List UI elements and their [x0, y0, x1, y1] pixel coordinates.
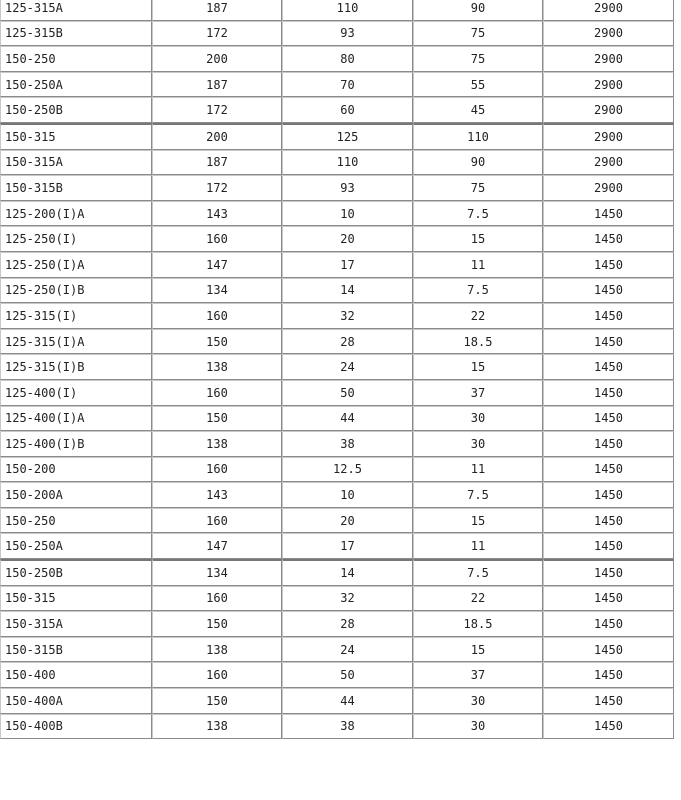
head-cell: 10	[282, 201, 413, 227]
power-cell: 15	[413, 508, 543, 534]
head-cell: 44	[282, 688, 413, 714]
head-cell: 14	[282, 278, 413, 304]
table-row	[0, 201, 674, 227]
flow-cell: 187	[152, 0, 282, 21]
model-cell: 150-400	[0, 662, 152, 688]
head-cell: 110	[282, 0, 413, 21]
speed-cell: 2900	[543, 0, 674, 21]
head-cell: 17	[282, 252, 413, 278]
head-cell: 38	[282, 431, 413, 457]
power-cell: 7.5	[413, 482, 543, 508]
head-cell: 32	[282, 586, 413, 612]
model-cell: 125-315(I)B	[0, 354, 152, 380]
flow-cell: 150	[152, 329, 282, 355]
table-row	[0, 586, 674, 612]
head-cell: 24	[282, 637, 413, 663]
table-row	[0, 508, 674, 534]
speed-cell: 1450	[543, 354, 674, 380]
flow-cell: 160	[152, 586, 282, 612]
speed-cell: 2900	[543, 72, 674, 98]
power-cell: 45	[413, 97, 543, 123]
flow-cell: 172	[152, 21, 282, 47]
head-cell: 50	[282, 380, 413, 406]
model-cell: 150-250B	[0, 97, 152, 123]
head-cell: 125	[282, 123, 413, 150]
power-cell: 30	[413, 714, 543, 740]
speed-cell: 2900	[543, 175, 674, 201]
power-cell: 11	[413, 252, 543, 278]
table-row	[0, 688, 674, 714]
model-cell: 150-315A	[0, 611, 152, 637]
flow-cell: 147	[152, 533, 282, 559]
model-cell: 150-250A	[0, 72, 152, 98]
speed-cell: 2900	[543, 97, 674, 123]
flow-cell: 143	[152, 482, 282, 508]
model-cell: 150-250B	[0, 559, 152, 586]
speed-cell: 1450	[543, 714, 674, 740]
flow-cell: 150	[152, 688, 282, 714]
flow-cell: 200	[152, 46, 282, 72]
model-cell: 125-315(I)A	[0, 329, 152, 355]
table-row	[0, 72, 674, 98]
flow-cell: 134	[152, 278, 282, 304]
flow-cell: 187	[152, 150, 282, 176]
flow-cell: 138	[152, 714, 282, 740]
power-cell: 15	[413, 637, 543, 663]
flow-cell: 200	[152, 123, 282, 150]
speed-cell: 1450	[543, 406, 674, 432]
model-cell: 150-250	[0, 508, 152, 534]
table-row	[0, 611, 674, 637]
flow-cell: 187	[152, 72, 282, 98]
model-cell: 125-250(I)B	[0, 278, 152, 304]
table-row	[0, 533, 674, 559]
power-cell: 55	[413, 72, 543, 98]
head-cell: 14	[282, 559, 413, 586]
head-cell: 12.5	[282, 457, 413, 483]
table-row	[0, 46, 674, 72]
model-cell: 125-315(I)	[0, 303, 152, 329]
flow-cell: 160	[152, 662, 282, 688]
power-cell: 18.5	[413, 611, 543, 637]
model-cell: 125-400(I)A	[0, 406, 152, 432]
power-cell: 15	[413, 226, 543, 252]
power-cell: 30	[413, 688, 543, 714]
speed-cell: 1450	[543, 431, 674, 457]
flow-cell: 138	[152, 637, 282, 663]
power-cell: 7.5	[413, 278, 543, 304]
head-cell: 80	[282, 46, 413, 72]
model-cell: 150-400B	[0, 714, 152, 740]
table-row	[0, 482, 674, 508]
speed-cell: 1450	[543, 303, 674, 329]
flow-cell: 150	[152, 406, 282, 432]
table-row	[0, 329, 674, 355]
table-row	[0, 662, 674, 688]
head-cell: 93	[282, 175, 413, 201]
speed-cell: 1450	[543, 329, 674, 355]
speed-cell: 1450	[543, 252, 674, 278]
table-row	[0, 97, 674, 123]
table-row	[0, 354, 674, 380]
head-cell: 93	[282, 21, 413, 47]
head-cell: 32	[282, 303, 413, 329]
power-cell: 110	[413, 123, 543, 150]
speed-cell: 1450	[543, 662, 674, 688]
speed-cell: 1450	[543, 688, 674, 714]
speed-cell: 2900	[543, 21, 674, 47]
head-cell: 50	[282, 662, 413, 688]
power-cell: 7.5	[413, 201, 543, 227]
power-cell: 75	[413, 21, 543, 47]
power-cell: 15	[413, 354, 543, 380]
model-cell: 150-315B	[0, 175, 152, 201]
table-row	[0, 175, 674, 201]
table-row	[0, 150, 674, 176]
flow-cell: 150	[152, 611, 282, 637]
model-cell: 125-400(I)	[0, 380, 152, 406]
speed-cell: 1450	[543, 278, 674, 304]
speed-cell: 1450	[543, 226, 674, 252]
table-row	[0, 303, 674, 329]
speed-cell: 1450	[543, 482, 674, 508]
flow-cell: 160	[152, 303, 282, 329]
speed-cell: 2900	[543, 123, 674, 150]
speed-cell: 1450	[543, 380, 674, 406]
flow-cell: 138	[152, 431, 282, 457]
power-cell: 37	[413, 380, 543, 406]
model-cell: 150-315	[0, 123, 152, 150]
flow-cell: 160	[152, 226, 282, 252]
model-cell: 125-200(I)A	[0, 201, 152, 227]
power-cell: 75	[413, 175, 543, 201]
speed-cell: 1450	[543, 533, 674, 559]
speed-cell: 2900	[543, 150, 674, 176]
model-cell: 125-250(I)	[0, 226, 152, 252]
flow-cell: 172	[152, 175, 282, 201]
head-cell: 17	[282, 533, 413, 559]
speed-cell: 1450	[543, 457, 674, 483]
table-row	[0, 278, 674, 304]
table-row	[0, 226, 674, 252]
table-row	[0, 714, 674, 740]
power-cell: 22	[413, 586, 543, 612]
table-row	[0, 21, 674, 47]
power-cell: 37	[413, 662, 543, 688]
table-row	[0, 431, 674, 457]
power-cell: 75	[413, 46, 543, 72]
table-row	[0, 457, 674, 483]
table-row	[0, 252, 674, 278]
flow-cell: 160	[152, 380, 282, 406]
table-row	[0, 559, 674, 586]
head-cell: 10	[282, 482, 413, 508]
power-cell: 30	[413, 406, 543, 432]
model-cell: 150-315A	[0, 150, 152, 176]
speed-cell: 1450	[543, 586, 674, 612]
power-cell: 11	[413, 533, 543, 559]
model-cell: 150-315B	[0, 637, 152, 663]
power-cell: 22	[413, 303, 543, 329]
head-cell: 20	[282, 226, 413, 252]
model-cell: 125-250(I)A	[0, 252, 152, 278]
model-cell: 125-400(I)B	[0, 431, 152, 457]
model-cell: 150-250A	[0, 533, 152, 559]
speed-cell: 1450	[543, 201, 674, 227]
head-cell: 110	[282, 150, 413, 176]
model-cell: 150-200A	[0, 482, 152, 508]
head-cell: 20	[282, 508, 413, 534]
table-row	[0, 637, 674, 663]
flow-cell: 147	[152, 252, 282, 278]
speed-cell: 1450	[543, 637, 674, 663]
flow-cell: 160	[152, 457, 282, 483]
flow-cell: 138	[152, 354, 282, 380]
speed-cell: 1450	[543, 611, 674, 637]
table-row	[0, 123, 674, 150]
power-cell: 11	[413, 457, 543, 483]
table-row	[0, 406, 674, 432]
head-cell: 28	[282, 611, 413, 637]
power-cell: 30	[413, 431, 543, 457]
flow-cell: 134	[152, 559, 282, 586]
model-cell: 150-200	[0, 457, 152, 483]
head-cell: 28	[282, 329, 413, 355]
head-cell: 44	[282, 406, 413, 432]
model-cell: 125-315A	[0, 0, 152, 21]
flow-cell: 172	[152, 97, 282, 123]
table-row	[0, 0, 674, 21]
power-cell: 18.5	[413, 329, 543, 355]
flow-cell: 143	[152, 201, 282, 227]
model-cell: 150-315	[0, 586, 152, 612]
model-cell: 150-250	[0, 46, 152, 72]
power-cell: 7.5	[413, 559, 543, 586]
speed-cell: 2900	[543, 46, 674, 72]
flow-cell: 160	[152, 508, 282, 534]
model-cell: 150-400A	[0, 688, 152, 714]
head-cell: 24	[282, 354, 413, 380]
speed-cell: 1450	[543, 508, 674, 534]
model-cell: 125-315B	[0, 21, 152, 47]
table-row	[0, 380, 674, 406]
head-cell: 38	[282, 714, 413, 740]
power-cell: 90	[413, 150, 543, 176]
head-cell: 60	[282, 97, 413, 123]
power-cell: 90	[413, 0, 543, 21]
speed-cell: 1450	[543, 559, 674, 586]
head-cell: 70	[282, 72, 413, 98]
